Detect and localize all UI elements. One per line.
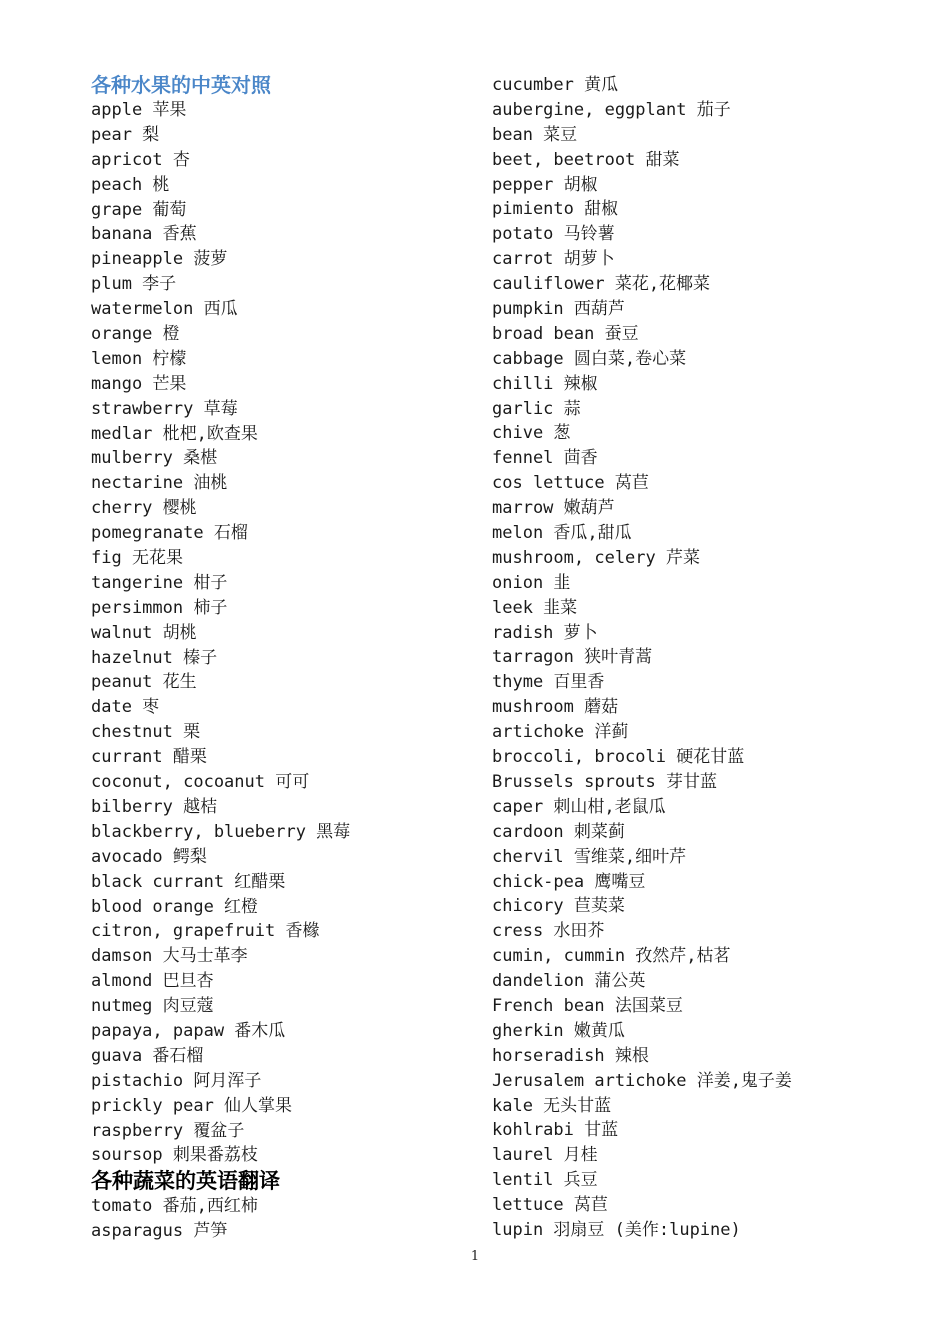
list-item: Brussels sprouts 芽甘蓝 [492, 771, 717, 792]
list-item: kohlrabi 甘蓝 [492, 1120, 619, 1141]
list-item: asparagus 芦笋 [91, 1221, 228, 1242]
list-item: prickly pear 仙人掌果 [91, 1095, 293, 1116]
list-item: medlar 枇杷,欧查果 [91, 423, 258, 444]
list-item: chestnut 栗 [91, 722, 201, 743]
list-item: radish 萝卜 [492, 622, 598, 643]
list-item: fig 无花果 [91, 548, 183, 569]
list-item: bean 菜豆 [492, 124, 578, 145]
list-item: potato 马铃薯 [492, 224, 615, 245]
list-item: leek 韭菜 [492, 597, 578, 618]
vegetable-list-start [91, 1194, 471, 1244]
list-item: French bean 法国菜豆 [492, 995, 683, 1016]
list-item: pistachio 阿月浑子 [91, 1070, 262, 1091]
list-item: peanut 花生 [91, 672, 197, 693]
list-item: aubergine, eggplant 茄子 [492, 99, 731, 120]
list-item: grape 葡萄 [91, 199, 187, 220]
list-item: pomegranate 石榴 [91, 523, 248, 544]
list-item: damson 大马士革李 [91, 946, 248, 967]
list-item: thyme 百里香 [492, 672, 605, 693]
list-item: melon 香瓜,甜瓜 [492, 523, 632, 544]
list-item: almond 巴旦杏 [91, 971, 214, 992]
list-item: dandelion 蒲公英 [492, 971, 646, 992]
list-item: persimmon 柿子 [91, 597, 228, 618]
list-item: Jerusalem artichoke 洋姜,鬼子姜 [492, 1070, 792, 1091]
list-item: plum 李子 [91, 274, 177, 295]
list-item: tomato 番茄,西红柿 [91, 1196, 258, 1217]
list-item: blood orange 红橙 [91, 896, 259, 917]
list-item: nutmeg 肉豆蔻 [91, 996, 214, 1017]
vegetable-heading: 各种蔬菜的英语翻译 [91, 1169, 280, 1194]
list-item: lupin 羽扇豆 (美作:lupine) [492, 1219, 741, 1240]
fruit-heading: 各种水果的中英对照 [91, 73, 271, 97]
list-item: coconut, cocoanut 可可 [91, 772, 310, 793]
page-number: 1 [470, 1249, 480, 1264]
list-item: cauliflower 菜花,花椰菜 [492, 274, 711, 295]
list-item: watermelon 西瓜 [91, 299, 238, 320]
list-item: raspberry 覆盆子 [91, 1120, 245, 1141]
list-item: chilli 辣椒 [492, 373, 598, 394]
list-item: kale 无头甘蓝 [492, 1095, 612, 1116]
list-item: caper 刺山柑,老鼠瓜 [492, 796, 666, 817]
list-item: onion 韭 [492, 572, 571, 593]
list-item: mushroom 蘑菇 [492, 697, 619, 718]
list-item: strawberry 草莓 [91, 398, 238, 419]
list-item: lentil 兵豆 [492, 1170, 598, 1191]
list-item: pineapple 菠萝 [91, 249, 228, 270]
list-item: tangerine 柑子 [91, 572, 228, 593]
list-item: broad bean 蚕豆 [492, 323, 639, 344]
list-item: bilberry 越桔 [91, 796, 218, 817]
list-item: beet, beetroot 甜菜 [492, 149, 680, 170]
list-item: mushroom, celery 芹菜 [492, 547, 700, 568]
list-item: nectarine 油桃 [91, 473, 228, 494]
left-column [91, 72, 471, 1244]
list-item: hazelnut 榛子 [91, 647, 218, 668]
list-item: soursop 刺果番荔枝 [91, 1145, 258, 1166]
list-item: cherry 樱桃 [91, 498, 197, 519]
list-item: currant 醋栗 [91, 747, 207, 768]
list-item: broccoli, brocoli 硬花甘蓝 [492, 747, 745, 768]
list-item: pumpkin 西葫芦 [492, 299, 625, 320]
list-item: lettuce 莴苣 [492, 1195, 608, 1216]
list-item: date 枣 [91, 697, 160, 718]
list-item: black currant 红醋栗 [91, 871, 286, 892]
list-item: cress 水田芥 [492, 921, 605, 942]
list-item: cucumber 黄瓜 [492, 75, 619, 95]
list-item: chervil 雪维菜,细叶芹 [492, 846, 687, 867]
list-item: artichoke 洋蓟 [492, 722, 629, 743]
list-item: banana 香蕉 [91, 224, 197, 245]
list-item: lemon 柠檬 [91, 348, 187, 369]
list-item: peach 桃 [91, 174, 170, 195]
list-item: chive 葱 [492, 423, 571, 444]
list-item: blackberry, blueberry 黑莓 [91, 821, 351, 842]
list-item: apple 苹果 [91, 100, 187, 120]
list-item: orange 橙 [91, 324, 180, 345]
list-item: avocado 鳄梨 [91, 846, 207, 867]
list-item: citron, grapefruit 香橼 [91, 921, 320, 942]
list-item: carrot 胡萝卜 [492, 249, 615, 270]
list-item: tarragon 狭叶青蒿 [492, 647, 653, 668]
list-item: apricot 杏 [91, 149, 190, 170]
list-item: pimiento 甜椒 [492, 199, 619, 220]
right-column [492, 73, 912, 1243]
list-item: marrow 嫩葫芦 [492, 498, 615, 519]
list-item: mulberry 桑椹 [91, 448, 218, 469]
list-item: chick-pea 鹰嘴豆 [492, 871, 646, 892]
list-item: pepper 胡椒 [492, 174, 598, 195]
list-item: cardoon 刺菜蓟 [492, 821, 625, 842]
list-item: horseradish 辣根 [492, 1045, 649, 1066]
list-item: gherkin 嫩黄瓜 [492, 1020, 625, 1041]
list-item: papaya, papaw 番木瓜 [91, 1020, 286, 1041]
list-item: cumin, cummin 孜然芹,枯茗 [492, 946, 731, 967]
list-item: fennel 茴香 [492, 448, 598, 469]
list-item: guava 番石榴 [91, 1045, 204, 1066]
list-item: garlic 蒜 [492, 398, 581, 419]
list-item: pear 梨 [91, 124, 160, 145]
fruit-list [91, 98, 471, 1168]
list-item: walnut 胡桃 [91, 622, 197, 643]
list-item: cabbage 圆白菜,卷心菜 [492, 348, 687, 369]
vegetable-list [492, 73, 912, 1243]
list-item: laurel 月桂 [492, 1145, 598, 1166]
list-item: cos lettuce 莴苣 [492, 473, 649, 494]
list-item: mango 芒果 [91, 373, 187, 394]
list-item: chicory 苣荬菜 [492, 896, 625, 917]
